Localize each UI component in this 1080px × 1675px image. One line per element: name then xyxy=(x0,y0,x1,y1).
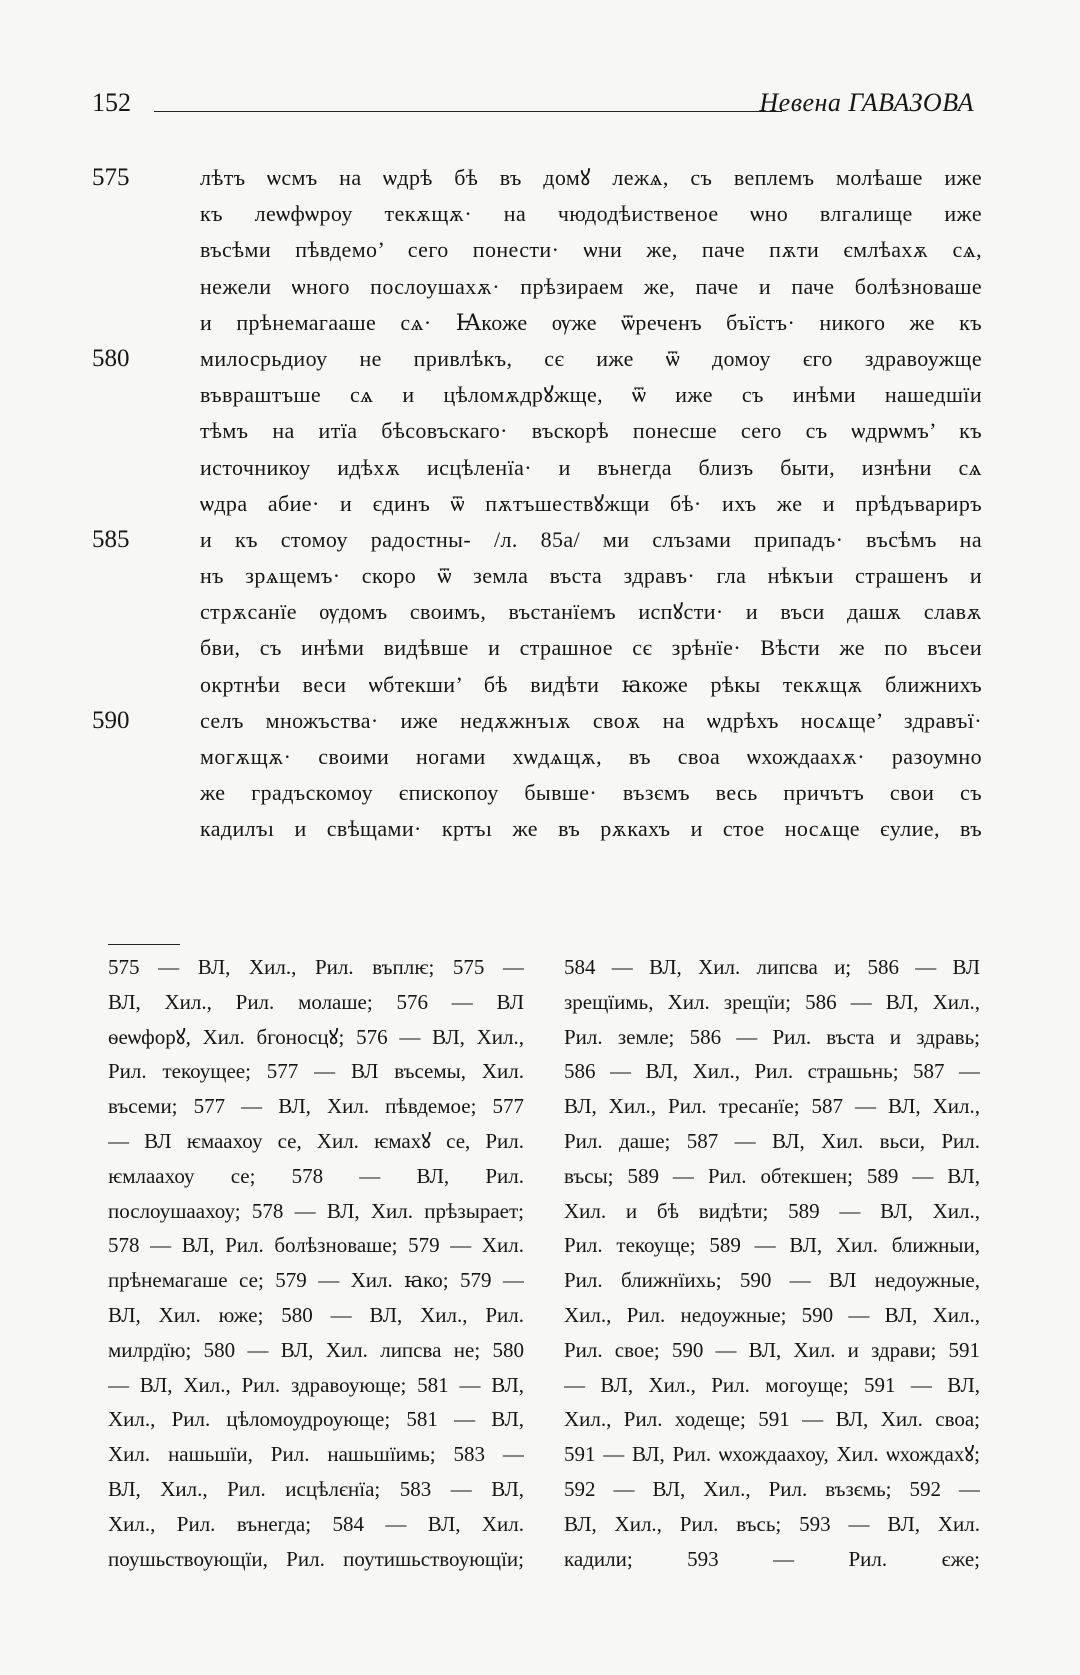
footnote-line: 586 — ВЛ, Хил., Рил. страшьнь; 587 — xyxy=(564,1059,980,1084)
footnote-line: — ВЛ ѥмаахоу се, Хил. ѥмахꙋ се, Рил. xyxy=(108,1128,524,1153)
text-line xyxy=(92,305,982,341)
text-line xyxy=(92,630,982,666)
footnotes-right-column xyxy=(564,950,980,1576)
footnote-line: — ВЛ, Хил., Рил. могоуще; 591 — ВЛ, xyxy=(564,1372,980,1397)
text-line xyxy=(92,739,982,775)
line-text: нъ зрѧщемъ· скоро ѿ земла въста здравъ· гла нѣкъıи страшенъ и xyxy=(200,563,982,589)
footnotes-left-column xyxy=(108,950,524,1576)
page-number: 152 xyxy=(92,88,131,117)
text-line xyxy=(92,594,982,630)
footnote-line: Хил., Рил. цѣломоудроующе; 581 — ВЛ, xyxy=(108,1407,524,1432)
footnote-line: Рил. текоуще; 589 — ВЛ, Хил. ближныи, xyxy=(564,1233,980,1258)
text-line xyxy=(92,486,982,522)
line-text: нежели ѡного послоушахѫ· прѣзираем же, паче и паче болѣзноваше xyxy=(200,273,982,299)
line-text: ѡдра абие· и єдинъ ѿ пѫтъшествꙋжщи бѣ· ихъ же и прѣдъвариръ xyxy=(200,490,982,516)
line-text: милосрьдиоу не привлѣкъ, сє иже ѿ домоу єго здравоужще xyxy=(200,345,982,371)
footnote-line: ВЛ, Хил., Рил. въсь; 593 — ВЛ, Хил. xyxy=(564,1511,980,1536)
line-text: и къ стомоу радостны- /л. 85а/ ми слъзами припадъ· въсѣмъ на xyxy=(200,526,982,552)
footnote-line: Хил., Рил. вънегда; 584 — ВЛ, Хил. xyxy=(108,1511,524,1536)
line-number: 585 xyxy=(92,525,130,553)
line-number: 590 xyxy=(92,706,130,734)
footnote-line: ВЛ, Хил., Рил. молаше; 576 — ВЛ xyxy=(108,989,524,1014)
footnote-line: ѳеѡфорꙋ, Хил. бгоносцꙋ; 576 — ВЛ, Хил., xyxy=(108,1024,524,1049)
footnote-line: зрещїимь, Хил. зрещїи; 586 — ВЛ, Хил., xyxy=(564,989,980,1014)
line-text: селъ множъства· иже недѫжнъıѫ своѫ на ѡдрѣхъ носѧще’ здравъї· xyxy=(200,707,982,733)
text-line xyxy=(92,196,982,232)
line-number: 580 xyxy=(92,344,130,372)
text-line xyxy=(92,341,982,377)
line-text: въсѣми пѣвдемо’ сего понести· ѡни же, паче пѫти ємлѣахѫ сѧ, xyxy=(200,237,982,263)
line-text: источникоу идѣхѫ исцѣленїа· и вънегда близъ быти, изнѣни сѧ xyxy=(200,454,982,480)
footnote-line: Хил. нашьшїи, Рил. нашьшїимь; 583 — xyxy=(108,1442,524,1467)
footnote-line: послоушаахоу; 578 — ВЛ, Хил. прѣзырает; xyxy=(108,1198,524,1223)
footnote-line: 592 — ВЛ, Хил., Рил. възємь; 592 — xyxy=(564,1476,980,1501)
footnote-line: Хил. и бѣ видѣти; 589 — ВЛ, Хил., xyxy=(564,1198,980,1223)
running-head: Невена ГАВАЗОВА xyxy=(759,88,974,117)
footnote-line: поушьствоующїи, Рил. поутишьствоующїи; xyxy=(108,1546,524,1571)
footnote-line: Рил. земле; 586 — Рил. въста и здравь; xyxy=(564,1024,980,1049)
text-line xyxy=(92,377,982,413)
text-line xyxy=(92,703,982,739)
text-line xyxy=(92,775,982,811)
line-text: въвраштъше сѧ и цѣломѫдрꙋжще, ѿ иже съ инѣми нашедшїи xyxy=(200,382,982,408)
line-text: и прѣнемагааше сѧ· Ꙗкоже ѹже ѿреченъ бъїстъ· никого же къ xyxy=(200,309,982,335)
footnote-line: ѥмлаахоу се; 578 — ВЛ, Рил. xyxy=(108,1163,524,1188)
header-rule xyxy=(154,111,782,112)
line-text: стрѫсанїе ѹдомъ своимъ, въстанїемъ испꙋсти· и въси дашѫ славѫ xyxy=(200,599,982,625)
line-number: 575 xyxy=(92,164,130,191)
line-text: лѣтъ ѡсмъ на ѡдрѣ бѣ въ домꙋ лежѧ, съ веплемъ молѣаше иже xyxy=(200,165,982,190)
footnote-line: Хил., Рил. ходеще; 591 — ВЛ, Хил. своа; xyxy=(564,1407,980,1432)
footnote-line: кадили; 593 — Рил. єже; xyxy=(564,1546,980,1571)
footnote-line: — ВЛ, Хил., Рил. здравоующе; 581 — ВЛ, xyxy=(108,1372,524,1397)
footnote-line: прѣнемагаше се; 579 — Хил. ꙗко; 579 — xyxy=(108,1268,524,1293)
footnote-line: милрдїю; 580 — ВЛ, Хил. липсва не; 580 xyxy=(108,1337,524,1362)
page-header xyxy=(92,88,974,128)
line-text: къ леѡфѡроу текѫщѫ· на чюдодѣиственое ѡно влгалище иже xyxy=(200,201,982,227)
text-line xyxy=(92,667,982,703)
footnote-line: ВЛ, Хил., Рил. исцѣлєнїа; 583 — ВЛ, xyxy=(108,1476,524,1501)
footnote-line: Рил. ближнїихь; 590 — ВЛ недоужные, xyxy=(564,1268,980,1293)
footnote-line: 578 — ВЛ, Рил. болѣзноваше; 579 — Хил. xyxy=(108,1233,524,1258)
footnote-line: 584 — ВЛ, Хил. липсва и; 586 — ВЛ xyxy=(564,955,980,979)
footnote-line: 575 — ВЛ, Хил., Рил. въплѥ; 575 — xyxy=(108,955,524,979)
footnote-line: въсеми; 577 — ВЛ, Хил. пѣвдемое; 577 xyxy=(108,1094,524,1119)
text-line xyxy=(92,450,982,486)
text-line xyxy=(92,232,982,268)
line-text: тѣмъ на итїа бѣсовъскаго· въскорѣ понесше сего съ ѡдрѡмъ’ къ xyxy=(200,418,982,444)
footnote-rule xyxy=(108,944,180,945)
footnote-line: Рил. даше; 587 — ВЛ, Хил. вьси, Рил. xyxy=(564,1128,980,1153)
line-text: же градъскомоу єпископоу бывше· възємъ весь причътъ свои съ xyxy=(200,780,982,806)
footnote-line: 591 — ВЛ, Рил. ѡхождаахоу, Хил. ѡхождахꙋ; xyxy=(564,1442,980,1467)
footnote-line: Хил., Рил. недоужные; 590 — ВЛ, Хил., xyxy=(564,1302,980,1327)
text-line xyxy=(92,558,982,594)
footnote-line: ВЛ, Хил. южe; 580 — ВЛ, Хил., Рил. xyxy=(108,1302,524,1327)
text-line xyxy=(92,413,982,449)
main-text xyxy=(92,160,982,848)
line-text: могѫщѫ· своими ногами хѡдѧщѫ, въ своа ѡхождаахѫ· разоумно xyxy=(200,744,982,769)
line-text: бви, съ инѣми видѣвше и страшное сє зрѣнїе· Вѣсти же по въсеи xyxy=(200,635,982,661)
footnote-line: Рил. текоущее; 577 — ВЛ въсемы, Хил. xyxy=(108,1059,524,1084)
line-text: кадилъı и свѣщами· кртъı же въ рѫкахъ и стое носѧще єулие, въ xyxy=(200,816,982,842)
text-line xyxy=(92,522,982,558)
line-text: окртнѣи веси ѡбтекши’ бѣ видѣти ꙗкоже рѣкы текѫщѫ ближнихъ xyxy=(200,671,982,697)
footnote-line: ВЛ, Хил., Рил. тресанїе; 587 — ВЛ, Хил., xyxy=(564,1094,980,1119)
text-line xyxy=(92,811,982,847)
text-line xyxy=(92,269,982,305)
footnote-line: Рил. свое; 590 — ВЛ, Хил. и здрави; 591 xyxy=(564,1337,980,1362)
footnote-line: въсы; 589 — Рил. обтекшен; 589 — ВЛ, xyxy=(564,1163,980,1188)
text-line xyxy=(92,160,982,196)
